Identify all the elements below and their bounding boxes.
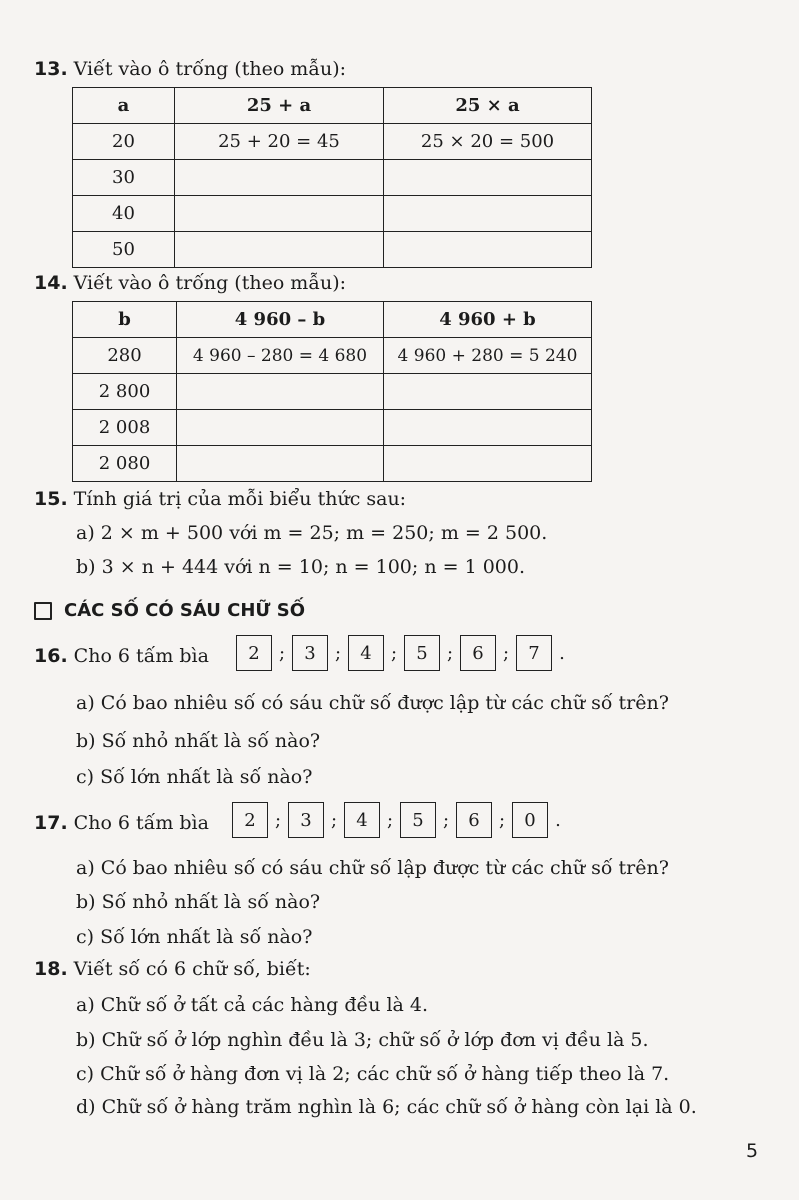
exercise-15-part-a: a) 2 × m + 500 với m = 25; m = 250; m = 2 500. bbox=[76, 522, 548, 544]
exercise-15-number: 15. bbox=[34, 488, 68, 510]
number-card: 2 bbox=[236, 635, 272, 671]
number-card: 5 bbox=[400, 802, 436, 838]
bleed-through-shadow bbox=[690, 60, 795, 1060]
answer-cell[interactable] bbox=[175, 196, 384, 232]
exercise-18-title: Viết số có 6 chữ số, biết: bbox=[73, 958, 311, 980]
table-header: 4 960 – b bbox=[177, 302, 384, 338]
exercise-18-part-b: b) Chữ số ở lớp nghìn đều là 3; chữ số ở lớp đơn vị đều là 5. bbox=[76, 1029, 649, 1051]
exercise-16-part-c: c) Số lớn nhất là số nào? bbox=[76, 766, 313, 788]
table-cell: 40 bbox=[73, 196, 175, 232]
exercise-17-cards: 2 ; 3 ; 4 ; 5 ; 6 ; 0 . bbox=[232, 802, 568, 838]
number-card: 3 bbox=[288, 802, 324, 838]
number-card: 3 bbox=[292, 635, 328, 671]
table-cell: 20 bbox=[73, 124, 175, 160]
exercise-17-part-c: c) Số lớn nhất là số nào? bbox=[76, 926, 313, 948]
exercise-13-table bbox=[72, 87, 592, 268]
exercise-16-number: 16. bbox=[34, 645, 68, 667]
answer-cell[interactable] bbox=[175, 160, 384, 196]
exercise-13-number: 13. bbox=[34, 58, 68, 80]
exercise-17-number: 17. bbox=[34, 812, 68, 834]
number-card: 5 bbox=[404, 635, 440, 671]
table-cell: 50 bbox=[73, 232, 175, 268]
exercise-17-title: Cho 6 tấm bìa bbox=[73, 812, 209, 834]
number-card: 6 bbox=[456, 802, 492, 838]
answer-cell[interactable] bbox=[177, 446, 384, 482]
exercise-18-number: 18. bbox=[34, 958, 68, 980]
exercise-13-heading bbox=[34, 58, 346, 80]
table-header: b bbox=[73, 302, 177, 338]
exercise-18-heading bbox=[34, 958, 311, 980]
exercise-13-title: Viết vào ô trống (theo mẫu): bbox=[73, 58, 347, 80]
number-card: 4 bbox=[344, 802, 380, 838]
table-cell: 25 × 20 = 500 bbox=[384, 124, 592, 160]
table-header: 25 + a bbox=[175, 88, 384, 124]
table-header: 25 × a bbox=[384, 88, 592, 124]
table-cell: 4 960 + 280 = 5 240 bbox=[384, 338, 592, 374]
table-cell: 2 080 bbox=[73, 446, 177, 482]
table-cell: 2 800 bbox=[73, 374, 177, 410]
table-header: a bbox=[73, 88, 175, 124]
exercise-17-heading bbox=[34, 812, 209, 834]
number-card: 6 bbox=[460, 635, 496, 671]
exercise-15-part-b: b) 3 × n + 444 với n = 10; n = 100; n = 1 000. bbox=[76, 556, 525, 578]
table-cell: 2 008 bbox=[73, 410, 177, 446]
exercise-18-part-d: d) Chữ số ở hàng trăm nghìn là 6; các chữ số ở hàng còn lại là 0. bbox=[76, 1096, 697, 1118]
answer-cell[interactable] bbox=[177, 374, 384, 410]
answer-cell[interactable] bbox=[384, 160, 592, 196]
answer-cell[interactable] bbox=[384, 446, 592, 482]
number-card: 2 bbox=[232, 802, 268, 838]
section-title: CÁC SỐ CÓ SÁU CHỮ SỐ bbox=[64, 600, 305, 621]
table-cell: 280 bbox=[73, 338, 177, 374]
table-cell: 4 960 – 280 = 4 680 bbox=[177, 338, 384, 374]
table-cell: 30 bbox=[73, 160, 175, 196]
exercise-17-part-a: a) Có bao nhiêu số có sáu chữ số lập được từ các chữ số trên? bbox=[76, 857, 669, 879]
exercise-14-heading bbox=[34, 272, 346, 294]
answer-cell[interactable] bbox=[384, 374, 592, 410]
exercise-16-cards: 2 ; 3 ; 4 ; 5 ; 6 ; 7 . bbox=[236, 635, 572, 671]
answer-cell[interactable] bbox=[177, 410, 384, 446]
number-card: 4 bbox=[348, 635, 384, 671]
exercise-16-title: Cho 6 tấm bìa bbox=[73, 645, 209, 667]
exercise-17-part-b: b) Số nhỏ nhất là số nào? bbox=[76, 891, 321, 913]
exercise-15-title: Tính giá trị của mỗi biểu thức sau: bbox=[73, 488, 407, 510]
exercise-16-part-b: b) Số nhỏ nhất là số nào? bbox=[76, 730, 321, 752]
exercise-15-heading bbox=[34, 488, 406, 510]
exercise-14-title: Viết vào ô trống (theo mẫu): bbox=[73, 272, 347, 294]
exercise-16-heading bbox=[34, 645, 209, 667]
exercise-18-part-a: a) Chữ số ở tất cả các hàng đều là 4. bbox=[76, 994, 429, 1016]
number-card: 7 bbox=[516, 635, 552, 671]
section-square-icon bbox=[34, 602, 52, 620]
exercise-14-number: 14. bbox=[34, 272, 68, 294]
answer-cell[interactable] bbox=[384, 232, 592, 268]
table-cell: 25 + 20 = 45 bbox=[175, 124, 384, 160]
page-number: 5 bbox=[746, 1140, 759, 1162]
answer-cell[interactable] bbox=[175, 232, 384, 268]
section-heading bbox=[34, 600, 305, 621]
answer-cell[interactable] bbox=[384, 410, 592, 446]
answer-cell[interactable] bbox=[384, 196, 592, 232]
exercise-16-part-a: a) Có bao nhiêu số có sáu chữ số được lập từ các chữ số trên? bbox=[76, 692, 669, 714]
table-header: 4 960 + b bbox=[384, 302, 592, 338]
exercise-14-table bbox=[72, 301, 592, 482]
number-card: 0 bbox=[512, 802, 548, 838]
exercise-18-part-c: c) Chữ số ở hàng đơn vị là 2; các chữ số ở hàng tiếp theo là 7. bbox=[76, 1063, 670, 1085]
